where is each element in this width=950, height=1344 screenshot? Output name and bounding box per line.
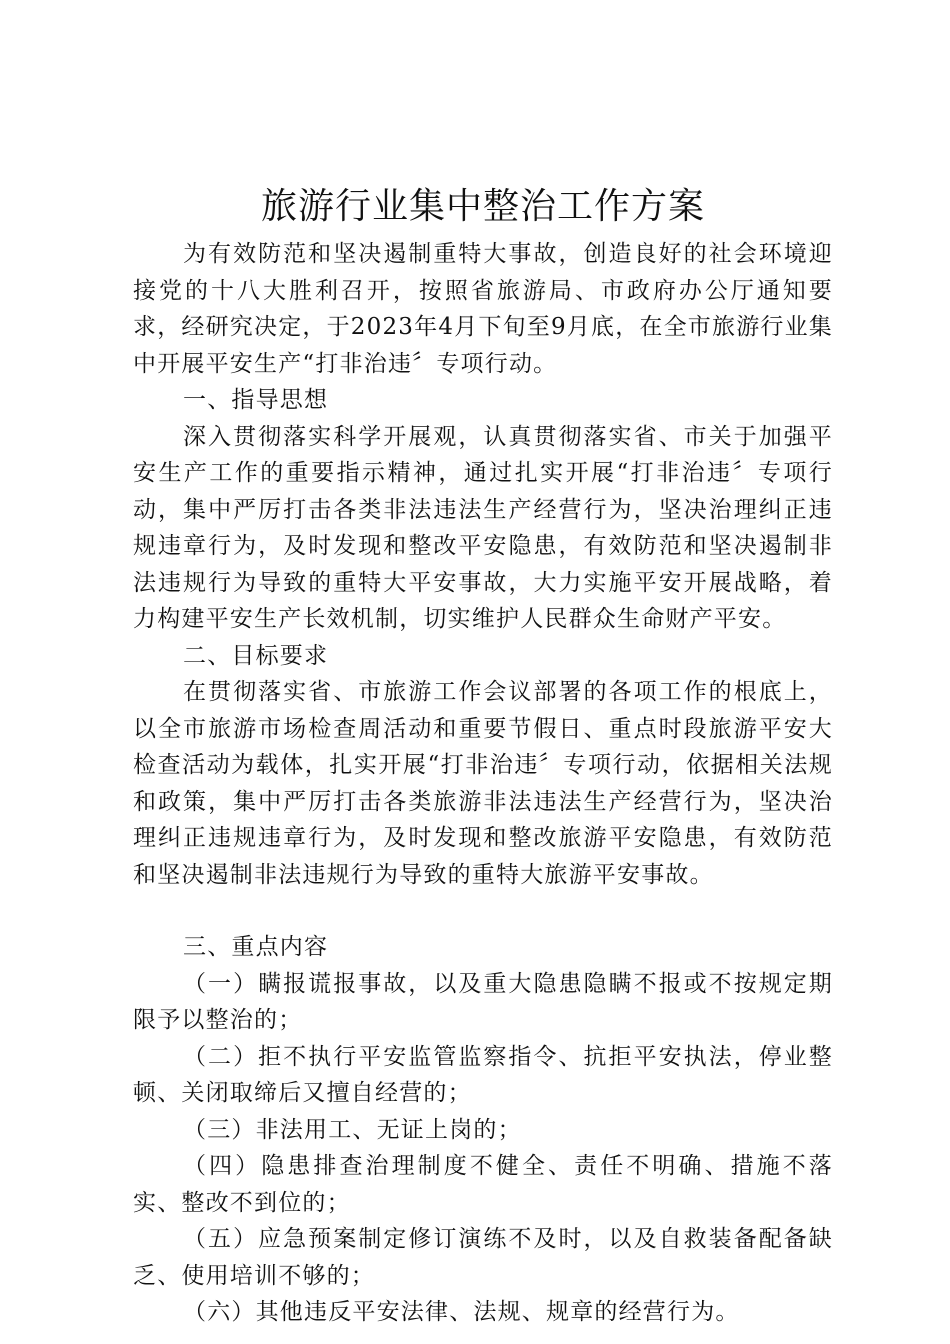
key-content-item-4: （四）隐患排查治理制度不健全、责任不明确、措施不落实、整改不到位的；	[133, 1153, 833, 1216]
key-content-item-6: （六）其他违反平安法律、法规、规章的经营行为。	[183, 1299, 740, 1325]
document-title: 旅游行业集中整治工作方案	[260, 186, 705, 227]
section-heading-guiding-ideology: 一、指导思想	[183, 387, 329, 413]
key-content-item-3: （三）非法用工、无证上岗的；	[183, 1116, 522, 1143]
key-content-item-1: （一）瞒报谎报事故，以及重大隐患隐瞒不报或不按规定期限予以整治的；	[133, 970, 833, 1033]
key-content-item-5: （五）应急预案制定修订演练不及时，以及自救装备配备缺乏、使用培训不够的；	[133, 1226, 833, 1289]
key-content-item-2: （二）拒不执行平安监管监察指令、抗拒平安执法，停业整顿、关闭取缔后又擅自经营的；	[133, 1043, 833, 1106]
section-heading-objectives: 二、目标要求	[183, 642, 329, 669]
intro-paragraph: 为有效防范和坚决遏制重特大事故，创造良好的社会环境迎接党的十八大胜利召开，按照省旅游局、市政府办公厅通知要求，经研究决定，于2023年4月下旬至9月底，在全市旅游行业集中开展平安生产“打非治违〞专项行动。	[133, 241, 833, 377]
document-page	[133, 180, 833, 1331]
section-body-guiding-ideology: 深入贯彻落实科学开展观，认真贯彻落实省、市关于加强平安生产工作的重要指示精神，通过扎实开展“打非治违〞专项行动，集中严厉打击各类非法违法生产经营行为，坚决治理纠正违规违章行为，及时发现和整改平安隐患，有效防范和坚决遏制非法违规行为导致的重特大平安事故，大力实施平安开展战略，着力构建平安生产长效机制，切实维护人民群众生命财产平安。	[133, 423, 833, 632]
section-heading-key-content: 三、重点内容	[183, 934, 329, 960]
paragraph-gap	[133, 893, 833, 929]
section-body-objectives: 在贯彻落实省、市旅游工作会议部署的各项工作的根底上，以全市旅游市场检查周活动和重要节假日、重点时段旅游平安大检查活动为载体，扎实开展“打非治违〞专项行动，依据相关法规和政策，集中严厉打击各类旅游非法违法生产经营行为，坚决治理纠正违规违章行为，及时发现和整改旅游平安隐患，有效防范和坚决遏制非法违规行为导致的重特大旅游平安事故。	[133, 679, 833, 888]
